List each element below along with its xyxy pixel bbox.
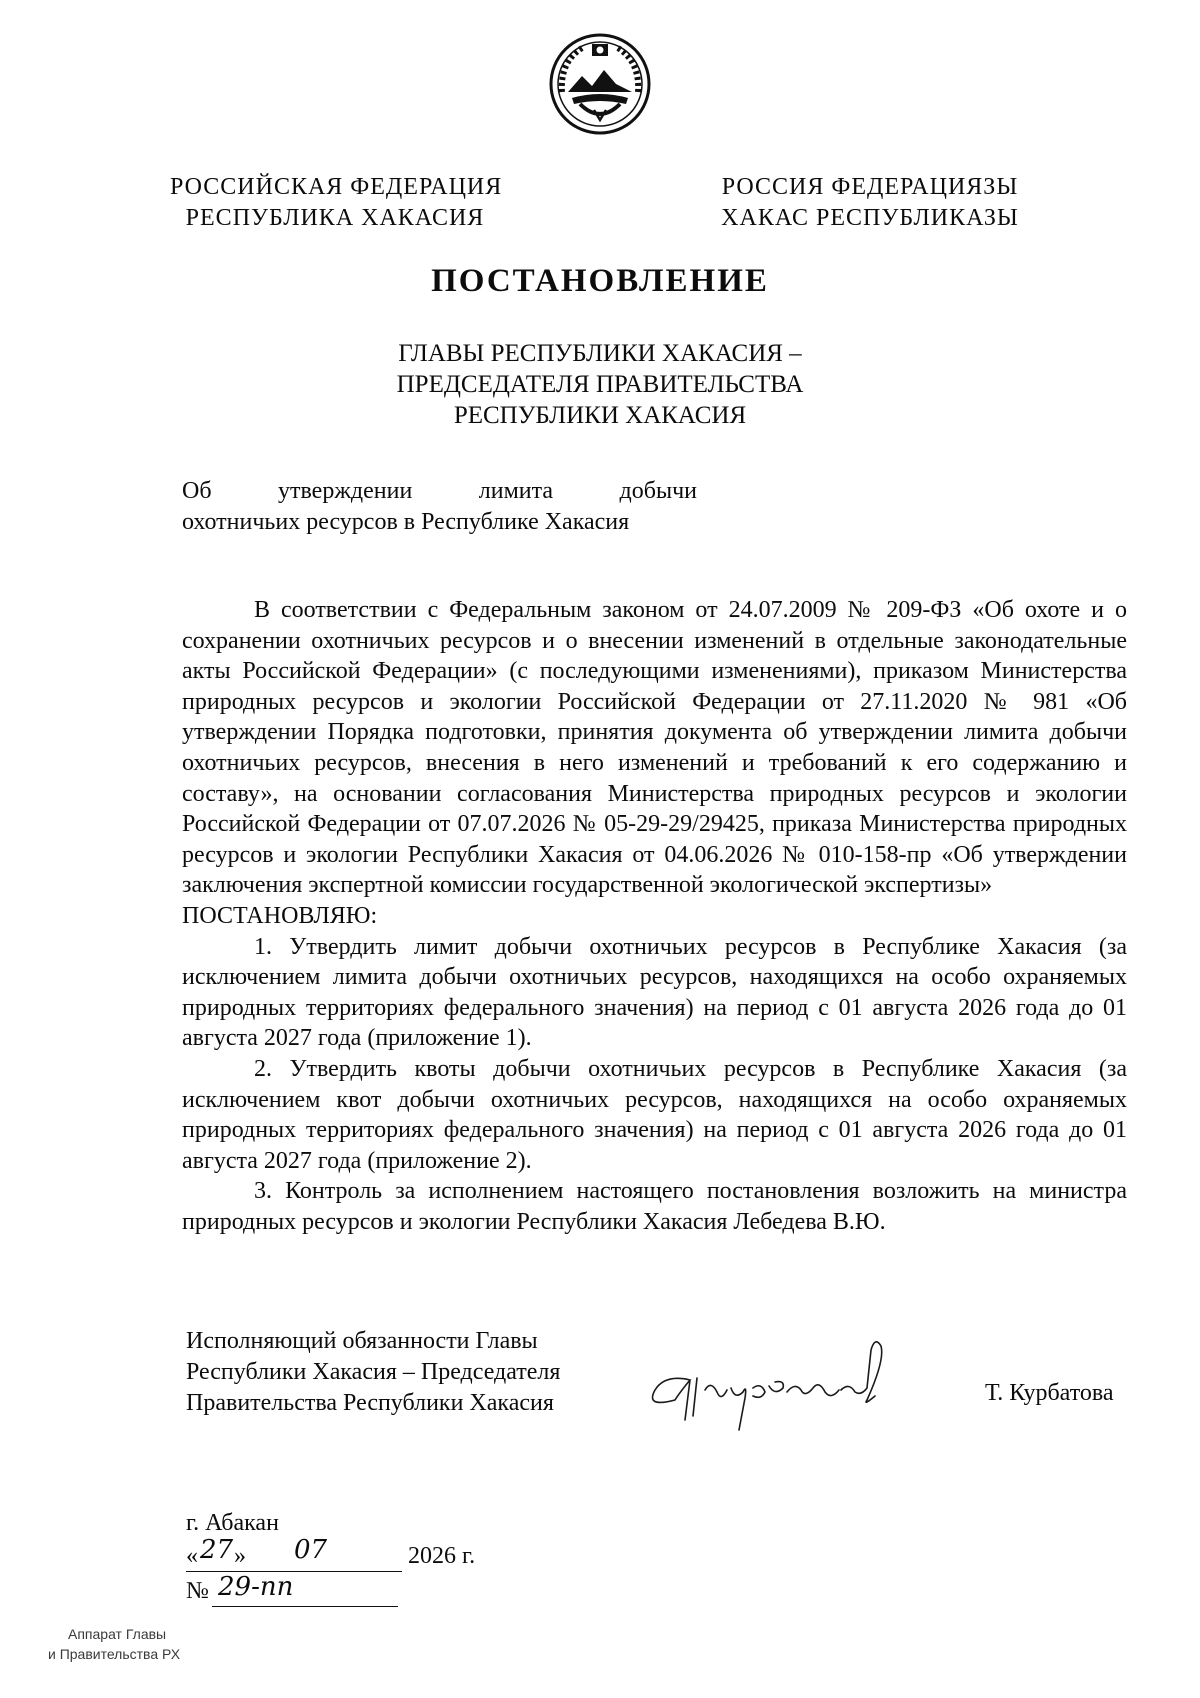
place-of-issue: г. Абакан	[186, 1510, 279, 1536]
issuer-line1: ГЛАВЫ РЕСПУБЛИКИ ХАКАСИЯ –	[398, 340, 802, 367]
stamp-line2: и Правительства РХ	[48, 1646, 181, 1662]
coat-of-arms-emblem	[548, 32, 652, 136]
header-right-line1: РОССИЯ ФЕДЕРАЦИЯЗЫ	[721, 174, 1019, 200]
position-line2: Республики Хакасия – Председателя	[186, 1359, 561, 1385]
issuer-block	[0, 338, 1200, 431]
header-right-line2: ХАКАС РЕСПУБЛИКАЗЫ	[721, 205, 1019, 231]
document-body	[182, 595, 1127, 1237]
document-number-line	[186, 1574, 406, 1610]
decree-word: ПОСТАНОВЛЯЮ:	[182, 902, 378, 929]
position-line3: Правительства Республики Хакасия	[186, 1390, 554, 1416]
issuer-line3: РЕСПУБЛИКИ ХАКАСИЯ	[453, 402, 747, 429]
date-line	[186, 1535, 506, 1575]
number-underline	[212, 1606, 398, 1607]
position-line1: Исполняющий обязанности Главы	[186, 1328, 538, 1354]
signatory-position	[186, 1326, 560, 1419]
document-title: ПОСТАНОВЛЕНИЕ	[431, 263, 769, 299]
item-3-paragraph: 3. Контроль за исполнением настоящего постановления возложить на министра природных ресурсов и экологии Республики Хакасия Лебедева В.Ю.	[182, 1178, 1127, 1235]
signatory-name: Т. Курбатова	[985, 1380, 1114, 1406]
date-quote-open: «	[186, 1543, 198, 1569]
handwritten-signature	[635, 1330, 915, 1440]
header-left-line1: РОССИЙСКАЯ ФЕДЕРАЦИЯ	[170, 174, 503, 200]
date-day: 27	[200, 1535, 234, 1565]
subject-line1: Об утверждении лимита добычи	[182, 478, 697, 504]
header-left-line2: РЕСПУБЛИКА ХАКАСИЯ	[185, 205, 485, 231]
registry-stamp	[48, 1624, 180, 1664]
preamble-paragraph: В соответствии с Федеральным законом от 24.07.2009 № 209-ФЗ «Об охоте и о сохранении охотничьих ресурсов и о внесении изменений в отдельные законодательные акты Российской Федерации» (с последующими изменениями), приказом Министерства природных ресурсов и экологии Российской Федерации от 27.11.2020 № 981 «Об утверждении Порядка подготовки, принятия документа об утверждении лимита добычи охотничьих ресурсов, внесения в него изменений и требований к его содержанию и составу», на основании согласования Министерства природных ресурсов и экологии Российской Федерации от 07.07.2026 № 05-29-29/29425, приказа Министерства природных ресурсов и экологии Республики Хакасия от 04.06.2026 № 010-158-пр «Об утверждении заключения экспертной комиссии государственной экологической экспертизы»	[182, 597, 1127, 899]
item-1-paragraph: 1. Утвердить лимит добычи охотничьих ресурсов в Республике Хакасия (за исключением лимита добычи охотничьих ресурсов, находящихся на особо охраняемых природных территориях федерального значения) на период с 01 августа 2026 года до 01 августа 2027 года (приложение 1).	[182, 933, 1127, 1052]
header-russian	[170, 172, 503, 234]
item-2-paragraph: 2. Утвердить квоты добычи охотничьих ресурсов в Республике Хакасия (за исключением квот добычи охотничьих ресурсов, находящихся на особо охраняемых природных территориях федерального значения) на период с 01 августа 2026 года до 01 августа 2027 года (приложение 2).	[182, 1055, 1127, 1174]
header-khakas	[710, 172, 1030, 234]
subject-line2: охотничьих ресурсов в Республике Хакасия	[182, 509, 630, 535]
date-year: 2026 г.	[408, 1543, 476, 1569]
issuer-line2: ПРЕДСЕДАТЕЛЯ ПРАВИТЕЛЬСТВА	[396, 371, 804, 398]
date-month: 07	[294, 1535, 328, 1565]
date-quote-close: »	[234, 1543, 246, 1569]
document-number: 29-пп	[218, 1572, 294, 1602]
stamp-line1: Аппарат Главы	[68, 1626, 167, 1642]
document-subject	[182, 476, 697, 538]
number-sign: №	[186, 1578, 209, 1604]
